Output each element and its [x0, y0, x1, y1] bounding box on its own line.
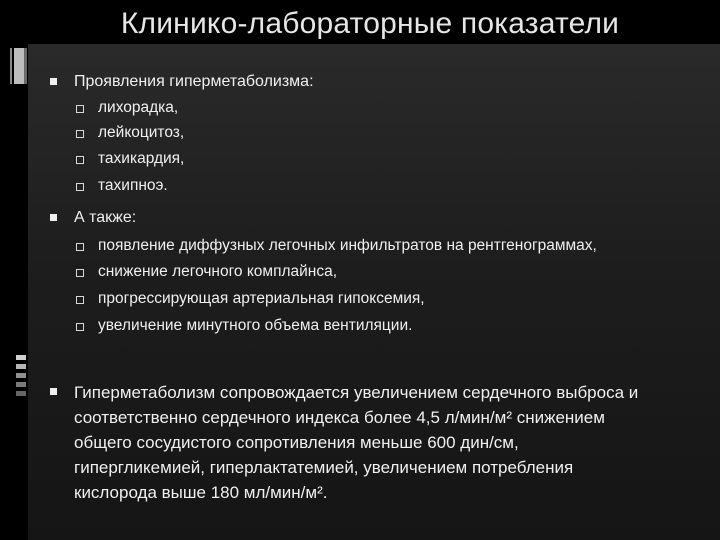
left-accent-bar — [0, 44, 28, 540]
square-bullet-icon — [50, 214, 57, 221]
slide-title: Клинико-лабораторные показатели — [120, 7, 620, 40]
sub-bullet-text: лейкоцитоз, — [98, 124, 185, 141]
hollow-square-bullet-icon — [76, 243, 84, 251]
bullet-text: А также: — [74, 209, 137, 226]
hollow-square-bullet-icon — [76, 156, 84, 164]
square-bullet-icon — [50, 388, 57, 395]
sub-bullet-text: прогрессирующая артериальная гипоксемия, — [98, 290, 425, 307]
hollow-square-bullet-icon — [76, 105, 84, 113]
bullet-paragraph: Гиперметаболизм сопровождается увеличением сердечного выброса и соответственно сердечного индекса более 4,5 л/мин/м² снижением общего сосудистого сопротивления меньше 600 дин/см, гипергликемией, гиперлактатемией, увеличением потребления кислорода выше 180 мл/мин/м². — [74, 383, 639, 502]
stripe — [16, 364, 26, 369]
sub-bullet-text: снижение легочного комплайнса, — [98, 263, 338, 280]
square-bullet-icon — [50, 78, 57, 85]
hollow-square-bullet-icon — [76, 296, 84, 304]
decorative-stripes — [16, 355, 26, 411]
sub-bullet-text: тахипноэ. — [98, 177, 168, 194]
sub-bullet-text: появление диффузных легочных инфильтратов на рентгенограммах, — [98, 237, 597, 254]
hollow-square-bullet-icon — [76, 130, 84, 138]
decorative-line — [10, 48, 12, 84]
hollow-square-bullet-icon — [76, 323, 84, 331]
stripe — [16, 355, 26, 360]
hollow-square-bullet-icon — [76, 183, 84, 191]
decorative-block — [14, 48, 27, 84]
sub-bullet-text: увеличение минутного объема вентиляции. — [98, 317, 413, 334]
sub-bullet-text: тахикардия, — [98, 150, 185, 167]
sub-bullet-text: лихорадка, — [98, 99, 179, 116]
stripe — [16, 391, 26, 396]
hollow-square-bullet-icon — [76, 269, 84, 277]
stripe — [16, 382, 26, 387]
stripe — [16, 373, 26, 378]
bullet-text: Проявления гиперметаболизма: — [74, 73, 314, 90]
